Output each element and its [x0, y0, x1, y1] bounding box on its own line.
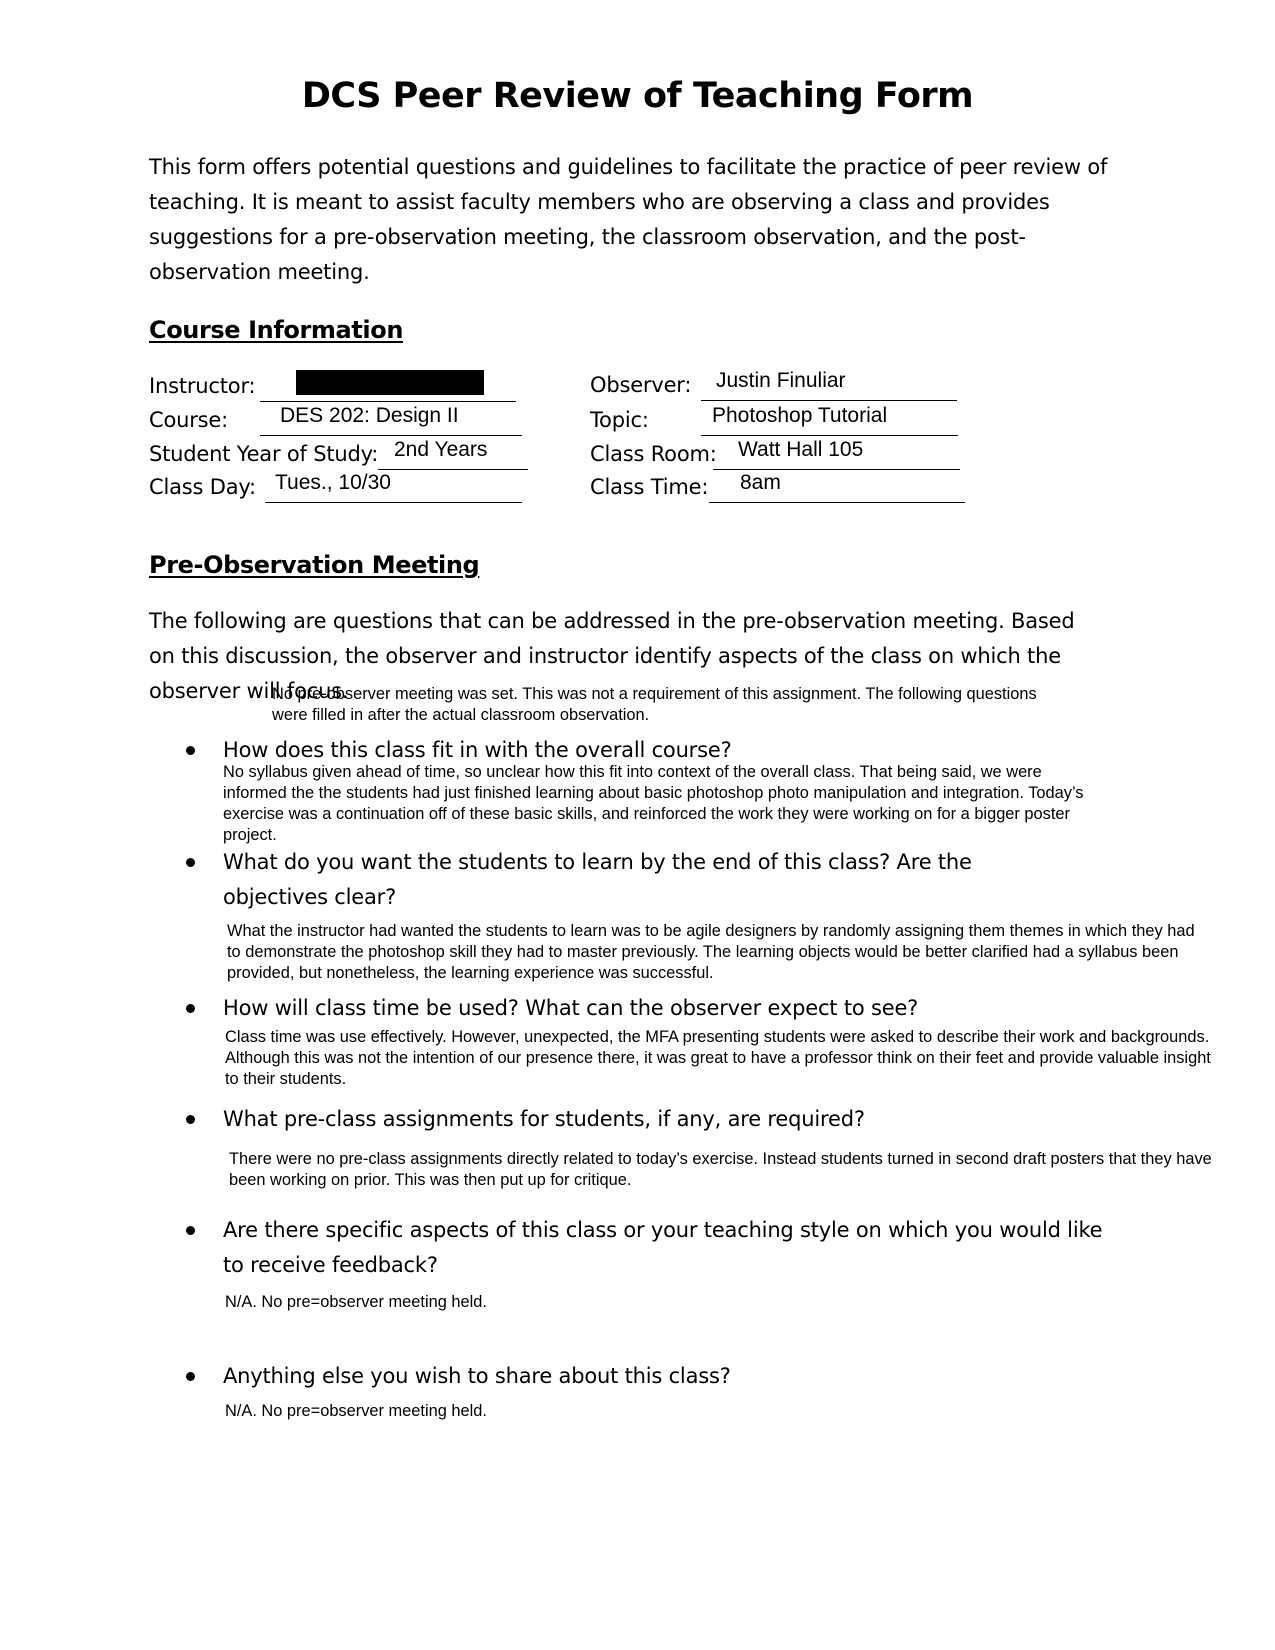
class-room-value: Watt Hall 105 [738, 438, 864, 461]
page-title: DCS Peer Review of Teaching Form [301, 76, 974, 116]
topic-value: Photoshop Tutorial [712, 404, 888, 427]
class-day-label: Class Day: [149, 475, 256, 499]
answer-1: No syllabus given ahead of time, so unclear how this fit into context of the overall class. That being said, we were informed the the students had just finished learning about basic photoshop photo manipulation and integration. Today’s exercise was a continuation off of these basic skills, and reinforced the work they were working on for a bigger poster project. [223, 763, 1084, 844]
answer-4: There were no pre-class assignments directly related to today’s exercise. Instead students turned in second draft posters that they have been working on prior. This was then put up for critique. [229, 1150, 1212, 1189]
question-6: Anything else you wish to share about this class? [223, 1364, 731, 1388]
class-time-label: Class Time: [590, 475, 709, 499]
class-day-value: Tues., 10/30 [275, 471, 391, 494]
answer-3: Class time was use effectively. However, unexpected, the MFA presenting students were asked to describe their work and backgrounds. Although this was not the intention of our presence there, it was great to have a professor think on their feet and provide valuable insight to their students. [225, 1028, 1211, 1088]
observer-label: Observer: [590, 373, 692, 397]
question-1: How does this class fit in with the overall course? [223, 738, 732, 762]
class-day-field [149, 471, 529, 503]
answer-5: N/A. No pre=observer meeting held. [225, 1293, 487, 1311]
bullet-q6 [186, 1372, 195, 1381]
question-2: What do you want the students to learn by the end of this class? Are the objectives clear? [223, 850, 972, 909]
year-of-study-value: 2nd Years [394, 438, 488, 461]
year-of-study-field [149, 438, 529, 470]
pre-observation-intro: The following are questions that can be addressed in the pre-observation meeting. Based on this discussion, the observer and instructor identify aspects of the class on which the observer will focus. [149, 609, 1075, 703]
observer-field [590, 369, 970, 401]
observer-value: Justin Finuliar [716, 369, 846, 392]
pre-observation-note: No pre-observer meeting was set. This was not a requirement of this assignment. The following questions were filled in after the actual classroom observation. [272, 685, 1037, 724]
course-field [149, 404, 529, 436]
redaction-block [296, 370, 484, 395]
course-information-heading: Course Information [149, 316, 403, 344]
answer-2: What the instructor had wanted the students to learn was to be agile designers by randomly assigning them themes in which they had to demonstrate the photoshop skill they had to master previously. The learning objects would be better clarified had a syllabus been provided, but nonetheless, the learning experience was successful. [227, 922, 1195, 982]
class-time-field [590, 471, 970, 503]
topic-field [590, 404, 970, 436]
bullet-q2 [186, 858, 195, 867]
bullet-q4 [186, 1115, 195, 1124]
question-5: Are there specific aspects of this class or your teaching style on which you would like to receive feedback? [223, 1218, 1103, 1277]
year-of-study-label: Student Year of Study: [149, 442, 379, 466]
question-4: What pre-class assignments for students, if any, are required? [223, 1107, 865, 1131]
question-3: How will class time be used? What can the observer expect to see? [223, 996, 919, 1020]
bullet-q3 [186, 1004, 195, 1013]
answer-6: N/A. No pre=observer meeting held. [225, 1402, 487, 1420]
class-time-value: 8am [740, 471, 781, 494]
course-label: Course: [149, 408, 228, 432]
course-value: DES 202: Design II [280, 404, 459, 427]
pre-observation-heading: Pre-Observation Meeting [149, 551, 480, 579]
intro-paragraph: This form offers potential questions and guidelines to facilitate the practice of peer review of teaching. It is meant to assist faculty members who are observing a class and provides suggestions for a pre-observation meeting, the classroom observation, and the post-observation meeting. [149, 155, 1108, 284]
topic-label: Topic: [590, 408, 649, 432]
bullet-q5 [186, 1226, 195, 1235]
class-room-label: Class Room: [590, 442, 717, 466]
class-room-field [590, 438, 970, 470]
bullet-q1 [186, 746, 195, 755]
instructor-label: Instructor: [149, 374, 256, 398]
